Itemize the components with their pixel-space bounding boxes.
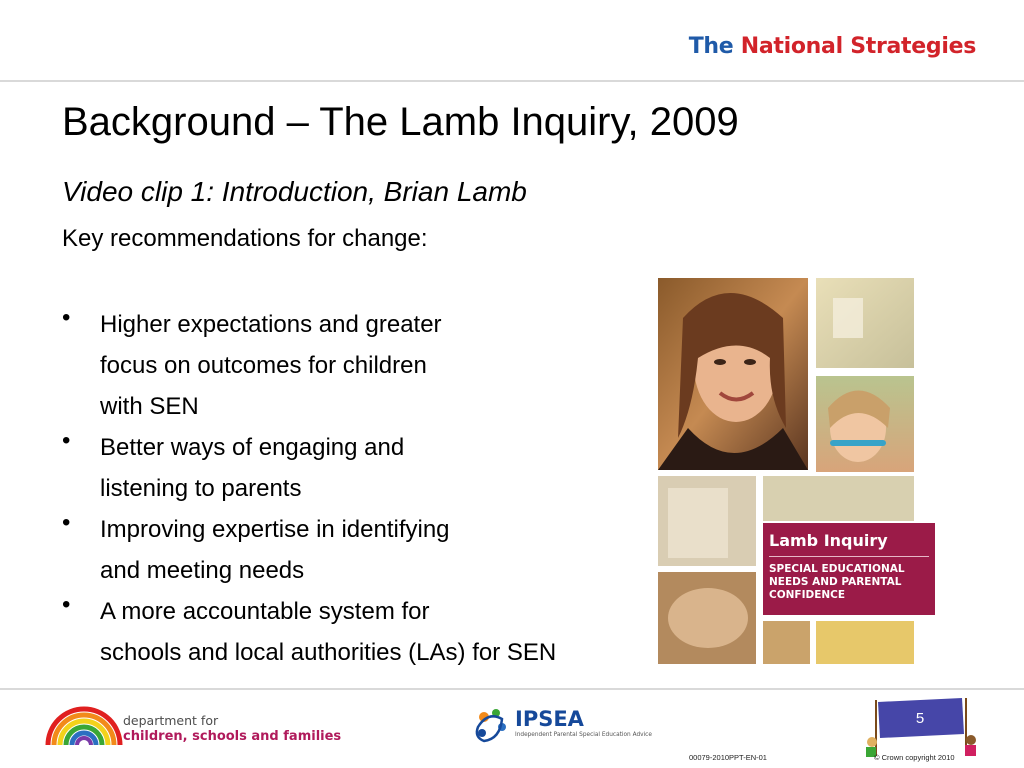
cover-subtitle [769, 563, 929, 602]
photo-tile-mid-left [658, 476, 756, 566]
copyright-notice: © Crown copyright 2010 [874, 753, 955, 762]
bullet-icon: • [62, 304, 71, 331]
bullet-icon: • [62, 591, 71, 618]
list-item [62, 591, 556, 673]
header-divider [0, 80, 1024, 82]
cover-title: Lamb Inquiry [769, 531, 929, 557]
bullet-line: and meeting needs [100, 557, 305, 584]
footer-divider [0, 688, 1024, 690]
dcsf-logo-text [123, 713, 341, 745]
photo-tile-bottom-mid [763, 621, 810, 664]
recommendations-list [62, 304, 556, 673]
list-item [62, 304, 556, 427]
photo-tile-mid-right [763, 476, 914, 521]
bullet-line: Better ways of engaging and [100, 434, 405, 461]
bullet-line: Improving expertise in identifying [100, 516, 450, 543]
brand-name: National Strategies [740, 34, 976, 59]
document-id: 00079-2010PPT-EN-01 [689, 753, 767, 762]
dcsf-line-1: department for [123, 713, 219, 728]
slide-title: Background – The Lamb Inquiry, 2009 [62, 100, 739, 144]
list-item [62, 509, 556, 591]
bullet-line: with SEN [100, 393, 199, 420]
page-number: 5 [915, 710, 925, 727]
woman-photo [658, 278, 808, 470]
bullet-line: schools and local authorities (LAs) for SEN [100, 639, 557, 666]
bullet-line: Higher expectations and greater [100, 311, 442, 338]
cover-subtitle-line: SPECIAL EDUCATIONAL [769, 563, 905, 575]
photo-tile-bottom-left [658, 572, 756, 664]
photo-tile-bottom-right [816, 621, 914, 664]
ipsea-tagline: Independent Parental Special Education Advice [515, 732, 652, 738]
ipsea-name: IPSEA [515, 707, 584, 731]
cover-subtitle-line: CONFIDENCE [769, 589, 846, 601]
photo-tile-top-right [816, 278, 914, 368]
bullet-line: A more accountable system for [100, 598, 430, 625]
national-strategies-logo [689, 34, 976, 59]
page-number-badge [860, 698, 978, 760]
bullet-icon: • [62, 509, 71, 536]
list-item [62, 427, 556, 509]
dcsf-line-2: children, schools and families [123, 729, 342, 744]
bullet-line: focus on outcomes for children [100, 352, 427, 379]
bullet-line: listening to parents [100, 475, 302, 502]
intro-text: Key recommendations for change: [62, 225, 428, 252]
lamb-inquiry-cover [763, 523, 935, 615]
brand-the: The [688, 34, 734, 59]
slide-subtitle: Video clip 1: Introduction, Brian Lamb [62, 176, 527, 207]
girl-photo [816, 376, 914, 472]
bullet-icon: • [62, 427, 71, 454]
cover-subtitle-line: NEEDS AND PARENTAL [769, 576, 902, 588]
